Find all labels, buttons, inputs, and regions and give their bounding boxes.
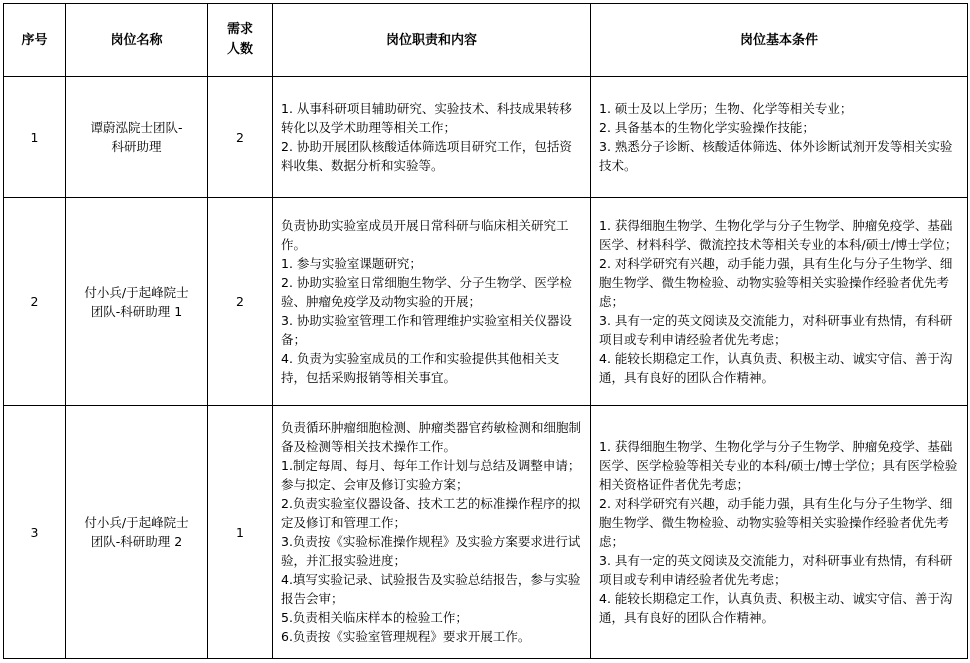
duty-item: 2. 协助实验室日常细胞生物学、分子生物学、医学检验、肿瘤免疫学及动物实验的开展； (281, 275, 572, 309)
row-requirements (591, 406, 968, 659)
position-line: 科研助理 (111, 139, 162, 154)
requirement-item: 3. 具有一定的英文阅读及交流能力，对科研事业有热情，有科研项目或专利申请经验者优先考虑； (599, 553, 953, 587)
recruitment-table (3, 3, 968, 659)
header-requirements: 岗位基本条件 (591, 4, 968, 77)
row-duties (273, 198, 591, 406)
header-count-line2: 人数 (226, 42, 253, 57)
duty-item: 6.负责按《实验室管理规程》要求开展工作。 (281, 629, 531, 644)
header-count (208, 4, 273, 77)
position-line: 团队-科研助理 2 (90, 534, 183, 549)
header-count-line1: 需求 (226, 22, 253, 37)
row-count: 2 (208, 77, 273, 198)
row-no: 2 (4, 198, 66, 406)
duty-item: 1. 参与实验室课题研究； (281, 256, 422, 271)
duty-item: 2.负责实验室仪器设备、技术工艺的标准操作程序的拟定及修订和管理工作； (281, 496, 581, 530)
table-row (4, 198, 968, 406)
duty-item: 4. 负责为实验室成员的工作和实验提供其他相关支持，包括采购报销等相关事宜。 (281, 351, 560, 385)
requirement-item: 2. 对科学研究有兴趣，动手能力强，具有生化与分子生物学、细胞生物学、微生物检验、动物实验等相关实验操作经验者优先考虑； (599, 256, 953, 309)
requirement-item: 3. 熟悉分子诊断、核酸适体筛选、体外诊断试剂开发等相关实验技术。 (599, 139, 953, 173)
requirement-item: 4. 能较长期稳定工作，认真负责、积极主动、诚实守信、善于沟通，具有良好的团队合作精神。 (599, 591, 953, 625)
requirement-item: 1. 获得细胞生物学、生物化学与分子生物学、肿瘤免疫学、基础医学、材料科学、微流控技术等相关专业的本科/硕士/博士学位； (599, 218, 958, 252)
row-position (66, 406, 208, 659)
row-duties (273, 77, 591, 198)
row-count: 1 (208, 406, 273, 659)
position-line: 谭蔚泓院士团队- (90, 120, 183, 135)
position-line: 付小兵/于起峰院士 (84, 284, 189, 300)
requirement-item: 2. 具备基本的生物化学实验操作技能； (599, 120, 815, 135)
table-row (4, 77, 968, 198)
duty-item: 1. 从事科研项目辅助研究、实验技术、科技成果转移转化以及学术助理等相关工作； (281, 101, 572, 135)
requirement-item: 2. 对科学研究有兴趣，动手能力强，具有生化与分子生物学、细胞生物学、微生物检验、动物实验等相关实验操作经验者优先考虑； (599, 496, 953, 549)
header-duties: 岗位职责和内容 (273, 4, 591, 77)
duty-item: 3.负责按《实验标准操作规程》及实验方案要求进行试验，并汇报实验进度； (281, 534, 581, 568)
header-no: 序号 (4, 4, 66, 77)
duty-item: 负责循环肿瘤细胞检测、肿瘤类器官药敏检测和细胞制备及检测等相关技术操作工作。 (281, 420, 582, 454)
table-header-row (4, 4, 968, 77)
row-position (66, 77, 208, 198)
duty-item: 2. 协助开展团队核酸适体筛选项目研究工作，包括资料收集、数据分析和实验等。 (281, 139, 572, 173)
row-duties (273, 406, 591, 659)
row-requirements (591, 77, 968, 198)
requirement-item: 1. 硕士及以上学历；生物、化学等相关专业； (599, 101, 853, 116)
row-no: 3 (4, 406, 66, 659)
duty-item: 4.填写实验记录、试验报告及实验总结报告，参与实验报告会审； (281, 572, 581, 606)
table-row (4, 406, 968, 659)
header-position: 岗位名称 (66, 4, 208, 77)
duty-item: 5.负责相关临床样本的检验工作； (281, 610, 468, 625)
requirement-item: 1. 获得细胞生物学、生物化学与分子生物学、肿瘤免疫学、基础医学、医学检验等相关专业的本科/硕士/博士学位；具有医学检验相关资格证件者优先考虑； (599, 439, 958, 492)
duty-item: 3. 协助实验室管理工作和管理维护实验室相关仪器设备； (281, 313, 572, 347)
position-line: 付小兵/于起峰院士 (84, 515, 189, 530)
row-position (66, 198, 208, 406)
position-line: 团队-科研助理 1 (90, 303, 183, 319)
duty-item: 负责协助实验室成员开展日常科研与临床相关研究工作。 (281, 218, 569, 252)
row-no: 1 (4, 77, 66, 198)
requirement-item: 4. 能较长期稳定工作，认真负责、积极主动、诚实守信、善于沟通，具有良好的团队合作精神。 (599, 351, 953, 385)
row-requirements (591, 198, 968, 406)
duty-item: 1.制定每周、每月、每年工作计划与总结及调整申请；参与拟定、会审及修订实验方案； (281, 458, 581, 492)
requirement-item: 3. 具有一定的英文阅读及交流能力，对科研事业有热情，有科研项目或专利申请经验者优先考虑； (599, 313, 953, 347)
row-count: 2 (208, 198, 273, 406)
